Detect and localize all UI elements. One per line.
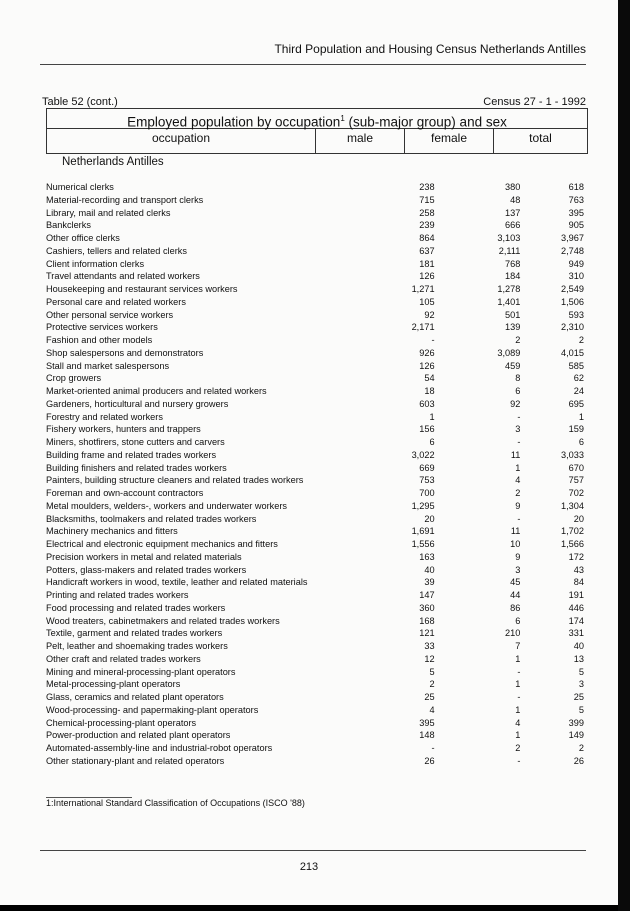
occupation-cell: Cashiers, tellers and related clerks (46, 245, 187, 256)
total-cell: 395 (568, 207, 585, 218)
male-cell: 33 (424, 641, 435, 651)
title-text: Employed population by occupation (127, 114, 341, 130)
title-suffix: (sub-major group) and sex (344, 114, 507, 130)
total-cell: 905 (568, 220, 585, 231)
table-row (46, 576, 584, 589)
male-cell: 715 (419, 194, 435, 205)
total-cell: 174 (568, 615, 585, 626)
total-cell: 702 (568, 488, 585, 498)
female-cell: 1,278 (497, 284, 521, 294)
occupation-cell: Mining and mineral-processing-plant operators (46, 666, 236, 677)
male-cell: 239 (419, 220, 435, 231)
female-cell: 3,103 (497, 233, 521, 243)
table-row (46, 194, 584, 207)
occupation-cell: Automated-assembly-line and industrial-robot operators (46, 743, 273, 753)
female-cell: 7 (515, 641, 521, 651)
female-cell: 1 (515, 704, 521, 715)
total-cell: 20 (573, 513, 585, 524)
total-cell: 1,702 (561, 526, 585, 537)
male-cell: 181 (419, 258, 435, 269)
occupation-cell: Power-production and related plant operators (46, 730, 231, 741)
male-cell: 864 (419, 233, 435, 243)
total-cell: 695 (568, 398, 585, 409)
occupation-cell: Textile, garment and related trades workers (46, 628, 223, 639)
total-cell: 2,549 (561, 284, 585, 294)
table-row (46, 258, 584, 271)
table-row (46, 449, 584, 462)
male-cell: 395 (419, 717, 435, 728)
table-row (46, 385, 584, 398)
female-cell: 2 (515, 488, 521, 498)
total-cell: 62 (573, 373, 585, 384)
male-cell: 148 (419, 730, 435, 741)
occupation-cell: Stall and market salespersons (46, 360, 170, 371)
column-headers (47, 129, 587, 153)
female-cell: - (517, 513, 521, 524)
total-cell: 585 (568, 360, 585, 371)
female-cell: 92 (510, 398, 521, 409)
male-cell: 20 (424, 513, 435, 524)
scan-edge (618, 0, 630, 911)
occupation-cell: Potters, glass-makers and related trades workers (46, 564, 247, 575)
table-row (46, 207, 584, 220)
col-male: male (315, 129, 404, 153)
total-cell: 3,033 (561, 449, 585, 460)
female-cell: 10 (510, 539, 521, 549)
male-cell: 105 (419, 296, 435, 307)
table-body (46, 181, 584, 768)
female-cell: 9 (515, 500, 521, 511)
occupation-cell: Fashion and other models (46, 335, 153, 345)
male-cell: 1,691 (411, 526, 435, 537)
male-cell: 1 (429, 411, 435, 422)
total-cell: 13 (573, 653, 585, 664)
occupation-cell: Building frame and related trades workers (46, 449, 217, 460)
female-cell: 4 (515, 475, 521, 486)
table-row (46, 513, 584, 526)
male-cell: 168 (419, 615, 435, 626)
female-cell: 3,089 (497, 347, 521, 358)
total-cell: 4,015 (561, 347, 585, 358)
table-row (46, 181, 584, 194)
male-cell: 6 (429, 437, 435, 447)
total-cell: 191 (568, 590, 585, 600)
occupation-cell: Blacksmiths, toolmakers and related trades workers (46, 513, 257, 524)
male-cell: 238 (419, 182, 435, 192)
occupation-cell: Other craft and related trades workers (46, 653, 201, 664)
page-number: 213 (299, 861, 319, 873)
occupation-cell: Foreman and own-account contractors (46, 488, 204, 498)
footnote-mark: 1 (340, 114, 345, 123)
table-header-box (46, 108, 588, 154)
table-row (46, 742, 584, 755)
total-cell: 446 (568, 602, 585, 613)
col-occupation: occupation (151, 131, 211, 145)
table-row (46, 411, 584, 424)
total-cell: 618 (568, 182, 585, 192)
male-cell: 637 (419, 245, 435, 256)
male-cell: - (431, 743, 435, 753)
total-cell: 43 (573, 564, 585, 575)
total-cell: 172 (568, 551, 585, 562)
male-cell: 54 (424, 373, 435, 384)
table-row (46, 640, 584, 653)
female-cell: 4 (515, 717, 521, 728)
col-female: female (404, 129, 493, 153)
occupation-cell: Personal care and related workers (46, 296, 186, 307)
table-row (46, 729, 584, 742)
running-header: Third Population and Housing Census Netherlands Antilles (274, 42, 586, 56)
male-cell: 126 (419, 360, 435, 371)
occupation-cell: Chemical-processing-plant operators (46, 717, 197, 728)
table-row (46, 398, 584, 411)
table-row (46, 462, 584, 475)
male-cell: 121 (419, 628, 435, 639)
female-cell: 210 (505, 628, 521, 639)
male-cell: 2 (429, 679, 435, 690)
table-row (46, 500, 584, 513)
table-row (46, 589, 584, 602)
occupation-cell: Gardeners, horticultural and nursery growers (46, 398, 229, 409)
female-cell: 137 (505, 207, 521, 218)
total-cell: 84 (573, 577, 585, 588)
female-cell: - (517, 437, 521, 447)
occupation-cell: Glass, ceramics and related plant operators (46, 692, 224, 702)
occupation-cell: Protective services workers (46, 322, 158, 333)
female-cell: 48 (510, 194, 521, 205)
footer-rule (40, 850, 586, 851)
total-cell: 949 (568, 258, 585, 269)
female-cell: 1 (515, 679, 521, 690)
table-row (46, 564, 584, 577)
occupation-cell: Other stationary-plant and related operators (46, 755, 225, 766)
total-cell: 40 (573, 641, 585, 651)
female-cell: 2 (515, 335, 521, 345)
header-rule (40, 64, 586, 65)
male-cell: 1,556 (411, 539, 435, 549)
female-cell: - (517, 666, 521, 677)
occupation-cell: Client information clerks (46, 258, 145, 269)
occupation-cell: Miners, shotfirers, stone cutters and carvers (46, 437, 225, 447)
female-cell: 86 (510, 602, 521, 613)
table-row (46, 487, 584, 500)
table-row (46, 666, 584, 679)
occupation-cell: Numerical clerks (46, 182, 114, 192)
female-cell: - (517, 755, 521, 766)
male-cell: 163 (419, 551, 435, 562)
female-cell: 666 (505, 220, 521, 231)
table-row (46, 538, 584, 551)
occupation-cell: Electrical and electronic equipment mechanics and fitters (46, 539, 278, 549)
female-cell: 6 (515, 615, 521, 626)
male-cell: 156 (419, 424, 435, 435)
occupation-cell: Other office clerks (46, 233, 120, 243)
occupation-cell: Other personal service workers (46, 309, 174, 320)
table-row (46, 372, 584, 385)
male-cell: 3,022 (411, 449, 435, 460)
male-cell: 1,271 (411, 284, 435, 294)
male-cell: 603 (419, 398, 435, 409)
male-cell: 40 (424, 564, 435, 575)
footnote: 1:International Standard Classification of Occupations (ISCO '88) (46, 798, 305, 808)
table-row (46, 474, 584, 487)
table-row (46, 245, 584, 258)
table-title (47, 109, 587, 129)
table-row (46, 525, 584, 538)
occupation-cell: Shop salespersons and demonstrators (46, 347, 204, 358)
male-cell: 258 (419, 207, 435, 218)
table-row (46, 360, 584, 373)
table-row (46, 436, 584, 449)
female-cell: 1 (515, 730, 521, 741)
region-label: Netherlands Antilles (62, 156, 164, 168)
total-cell: 399 (568, 717, 585, 728)
table-row (46, 755, 584, 768)
female-cell: 44 (510, 590, 521, 600)
occupation-cell: Travel attendants and related workers (46, 271, 200, 282)
female-cell: 380 (505, 182, 521, 192)
occupation-cell: Building finishers and related trades workers (46, 462, 227, 473)
female-cell: 501 (505, 309, 521, 320)
table-row (46, 423, 584, 436)
female-cell: 1 (515, 462, 521, 473)
occupation-cell: Fishery workers, hunters and trappers (46, 424, 201, 435)
occupation-cell: Pelt, leather and shoemaking trades workers (46, 641, 228, 651)
table-row (46, 270, 584, 283)
total-cell: 2 (578, 335, 585, 345)
total-cell: 6 (578, 437, 585, 447)
female-cell: 139 (505, 322, 521, 333)
total-cell: 2,748 (561, 245, 585, 256)
occupation-cell: Wood treaters, cabinetmakers and related trades workers (46, 615, 280, 626)
total-cell: 2,310 (561, 322, 585, 333)
table-row (46, 309, 584, 322)
occupation-cell: Handicraft workers in wood, textile, leather and related materials (46, 577, 308, 588)
total-cell: 24 (573, 386, 585, 396)
occupation-cell: Printing and related trades workers (46, 590, 189, 600)
total-cell: 149 (568, 730, 585, 741)
female-cell: 2 (515, 743, 521, 753)
female-cell: 9 (515, 551, 521, 562)
occupation-cell: Library, mail and related clerks (46, 207, 171, 218)
total-cell: 670 (568, 462, 585, 473)
female-cell: 8 (515, 373, 521, 384)
total-cell: 1 (578, 411, 585, 422)
occupation-cell: Wood-processing- and papermaking-plant operators (46, 704, 259, 715)
male-cell: 92 (424, 309, 435, 320)
total-cell: 5 (578, 666, 585, 677)
total-cell: 763 (568, 194, 585, 205)
occupation-cell: Material-recording and transport clerks (46, 194, 204, 205)
male-cell: 39 (424, 577, 435, 588)
table-row (46, 334, 584, 347)
male-cell: 2,171 (411, 322, 435, 333)
male-cell: - (431, 335, 435, 345)
occupation-cell: Metal moulders, welders-, workers and underwater workers (46, 500, 288, 511)
female-cell: 11 (510, 526, 521, 537)
total-cell: 25 (573, 692, 585, 702)
table-number: Table 52 (cont.) (42, 96, 118, 108)
table-row (46, 678, 584, 691)
total-cell: 5 (578, 704, 585, 715)
census-date: Census 27 - 1 - 1992 (483, 96, 586, 108)
table-row (46, 691, 584, 704)
male-cell: 126 (419, 271, 435, 282)
total-cell: 757 (568, 475, 585, 486)
table-row (46, 717, 584, 730)
total-cell: 1,506 (561, 296, 585, 307)
table-row (46, 602, 584, 615)
female-cell: 3 (515, 564, 521, 575)
total-cell: 593 (568, 309, 585, 320)
occupation-cell: Food processing and related trades workers (46, 602, 226, 613)
table-row (46, 347, 584, 360)
total-cell: 159 (568, 424, 585, 435)
occupation-cell: Bankclerks (46, 220, 91, 231)
male-cell: 700 (419, 488, 435, 498)
male-cell: 669 (419, 462, 435, 473)
female-cell: 184 (505, 271, 521, 282)
table-row (46, 615, 584, 628)
table-row (46, 232, 584, 245)
total-cell: 26 (573, 755, 585, 766)
female-cell: 2,111 (498, 245, 521, 256)
table-row (46, 704, 584, 717)
total-cell: 3,967 (561, 233, 585, 243)
table-row (46, 627, 584, 640)
male-cell: 926 (419, 347, 435, 358)
female-cell: 45 (510, 577, 521, 588)
female-cell: 11 (510, 449, 521, 460)
male-cell: 1,295 (411, 500, 435, 511)
total-cell: 331 (568, 628, 585, 639)
male-cell: 753 (419, 475, 435, 486)
total-cell: 310 (568, 271, 585, 282)
male-cell: 147 (419, 590, 435, 600)
col-total: total (493, 129, 587, 153)
female-cell: 459 (505, 360, 521, 371)
total-cell: 3 (578, 679, 585, 690)
male-cell: 5 (429, 666, 435, 677)
total-cell: 1,304 (561, 500, 585, 511)
male-cell: 26 (424, 755, 435, 766)
table-row (46, 321, 584, 334)
total-cell: 1,566 (561, 539, 585, 549)
female-cell: - (517, 692, 521, 702)
female-cell: 1 (515, 653, 521, 664)
male-cell: 4 (429, 704, 435, 715)
occupation-cell: Market-oriented animal producers and related workers (46, 386, 267, 396)
male-cell: 18 (424, 386, 435, 396)
occupation-cell: Forestry and related workers (46, 411, 163, 422)
male-cell: 25 (424, 692, 435, 702)
total-cell: 2 (578, 743, 585, 753)
table-row (46, 296, 584, 309)
occupation-cell: Painters, building structure cleaners and related trades workers (46, 475, 304, 486)
occupation-cell: Housekeeping and restaurant services workers (46, 284, 238, 294)
female-cell: - (517, 411, 521, 422)
occupation-cell: Metal-processing-plant operators (46, 679, 181, 690)
male-cell: 360 (419, 602, 435, 613)
table-row (46, 653, 584, 666)
male-cell: 12 (424, 653, 435, 664)
occupation-cell: Crop growers (46, 373, 102, 384)
female-cell: 768 (505, 258, 521, 269)
occupation-cell: Precision workers in metal and related materials (46, 551, 242, 562)
female-cell: 3 (515, 424, 521, 435)
female-cell: 6 (515, 386, 521, 396)
table-row (46, 219, 584, 232)
female-cell: 1,401 (497, 296, 521, 307)
table-row (46, 551, 584, 564)
table-row (46, 283, 584, 296)
occupation-cell: Machinery mechanics and fitters (46, 526, 178, 537)
